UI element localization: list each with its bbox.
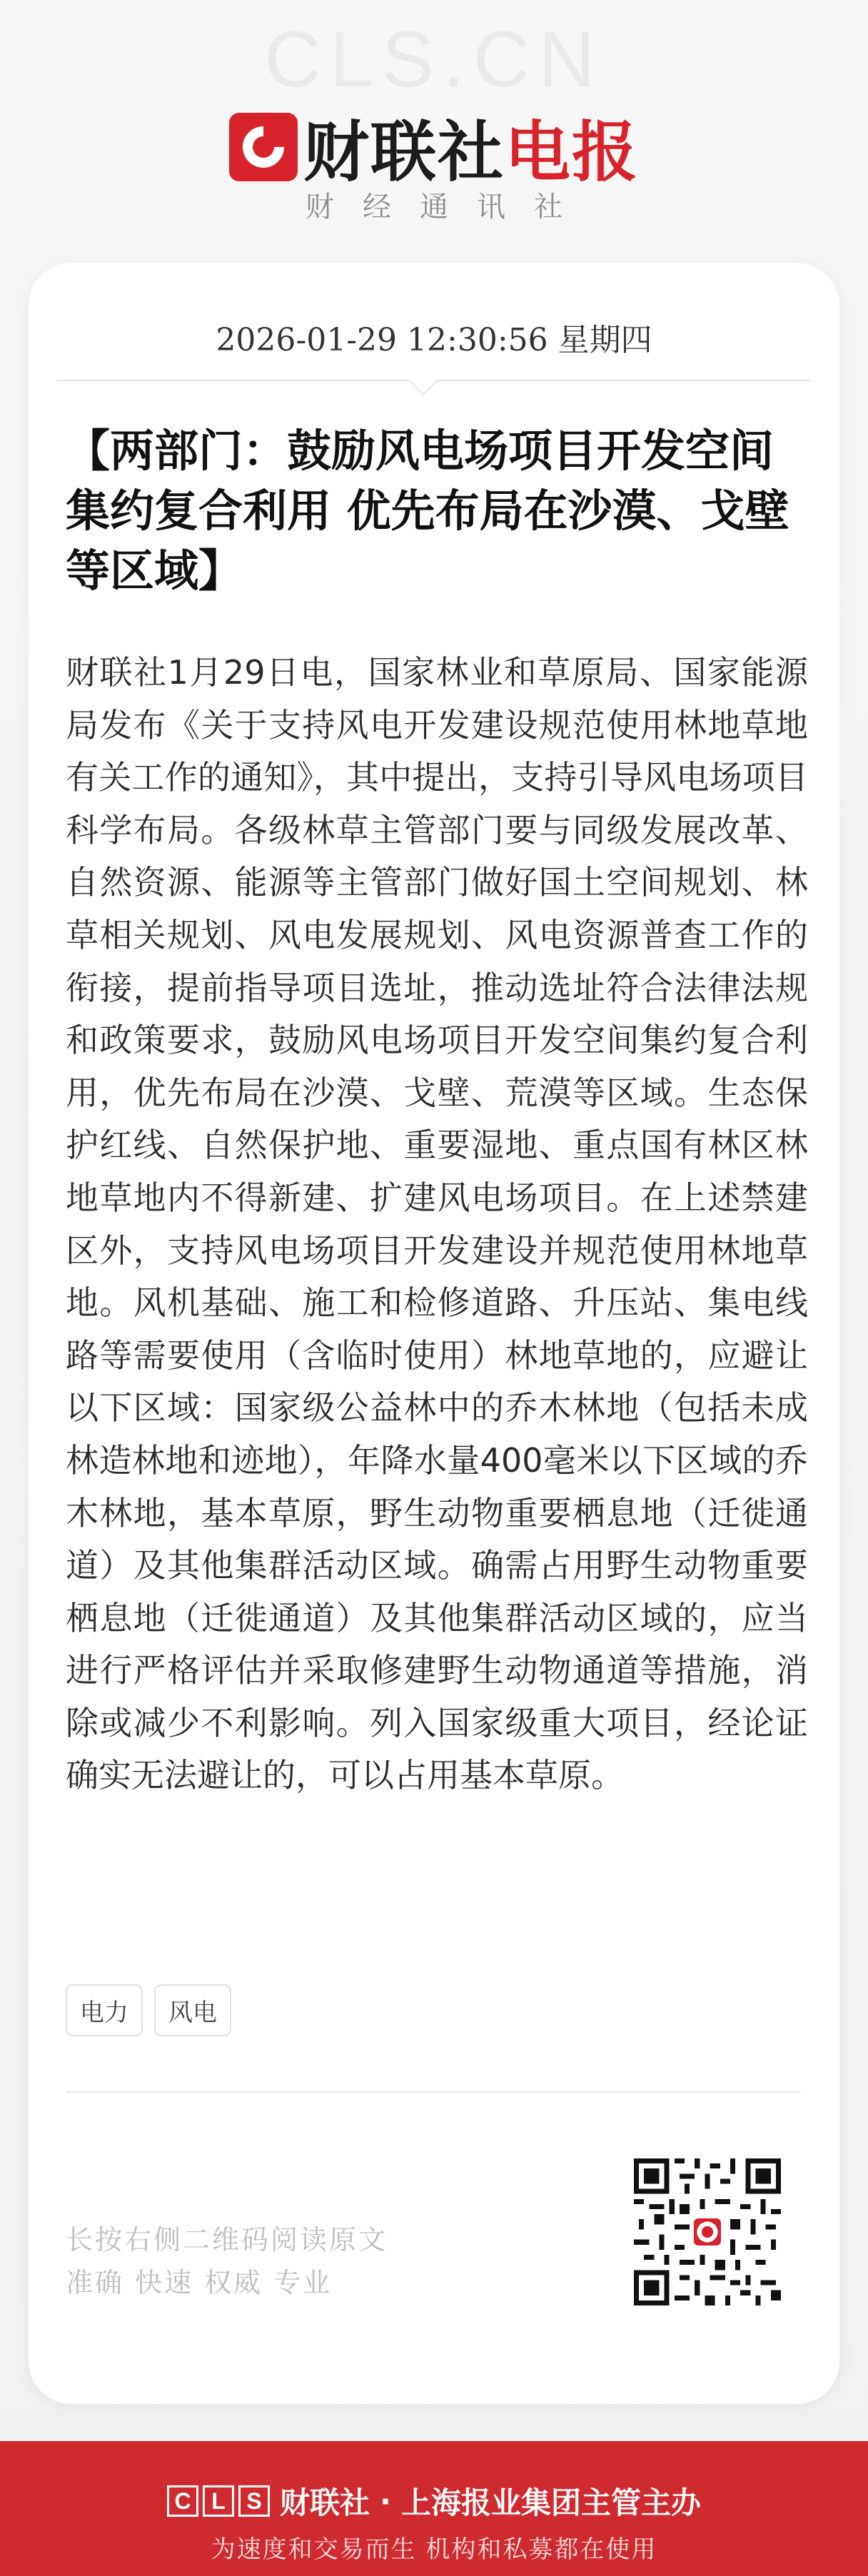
footer-sponsor: 上海报业集团主管主办 [400, 2485, 701, 2520]
watermark: CLS.CN [264, 16, 604, 103]
article-headline: 【两部门：鼓励风电场项目开发空间集约复合利用 优先布局在沙漠、戈壁等区域】 [66, 425, 789, 597]
tag-wind-power[interactable]: 风电 [154, 1984, 231, 2036]
article-card [29, 263, 839, 2404]
brand-name-black: 财联社 [303, 114, 505, 191]
cls-letter: L [203, 2485, 234, 2517]
brand-subtitle: 财经通讯社 [306, 191, 591, 223]
footer-slogan: 为速度和交易而生 机构和私募都在使用 [211, 2535, 657, 2564]
cls-letter: S [238, 2485, 270, 2517]
brand-name-red: 电报 [505, 114, 640, 191]
divider-notch [408, 365, 438, 395]
footer-brand-name: 财联社 [280, 2485, 370, 2520]
footer-brand-row [0, 2480, 868, 2522]
cls-logo-icon [229, 113, 298, 181]
article-body: 财联社1月29日电，国家林业和草原局、国家能源局发布《关于支持风电开发建设规范使用林地草地有关工作的通知》，其中提出，支持引导风电场项目科学布局。各级林草主管部门要与同级发展改革、自然资源、能源等主管部门做好国土空间规划、林草相关规划、风电发展规划、风电资源普查工作的衔接，提前指导项目选址，推动选址符合法律法规和政策要求，鼓励风电场项目开发空间集约复合利用，优先布局在沙漠、戈壁、荒漠等区域。生态保护红线、自然保护地、重要湿地、重点国有林区林地草地内不得新建、扩建风电场项目。在上述禁建区外，支持风电场项目开发建设并规范使用林地草地。风机基础、施工和检修道路、升压站、集电线路等需要使用（含临时使用）林地草地的，应避让以下区域：国家级公益林中的乔木林地（包括未成林造林地和迹地），年降水量400毫米以下区域的乔木林地，基本草原，野生动物重要栖息地（迁徙通道）及其他集群活动区域。确需占用野生动物重要栖息地（迁徙通道）及其他集群活动区域的，应当进行严格评估并采取修建野生动物通道等措施，消除或减少不利影响。列入国家级重大项目，经论证确实无法避让的，可以占用基本草原。 [66, 653, 808, 1795]
tag-list [66, 1984, 231, 2036]
brand-header [0, 100, 868, 194]
qr-instruction: 长按右侧二维码阅读原文 [66, 2224, 388, 2256]
cls-letters-logo [167, 2485, 270, 2517]
brand-name [303, 100, 639, 194]
divider [66, 2091, 801, 2093]
qr-slogan: 准确 快速 权威 专业 [66, 2267, 333, 2298]
qr-code-icon[interactable] [634, 2158, 781, 2305]
footer-bar [0, 2441, 868, 2576]
tag-electricity[interactable]: 电力 [66, 1984, 143, 2036]
cls-letter: C [167, 2485, 198, 2517]
qr-code-graphic [634, 2158, 781, 2305]
footer-separator: · [380, 2483, 391, 2519]
qr-promo-text [66, 2218, 388, 2304]
article-datetime: 2026-01-29 12:30:56 星期四 [216, 322, 652, 358]
